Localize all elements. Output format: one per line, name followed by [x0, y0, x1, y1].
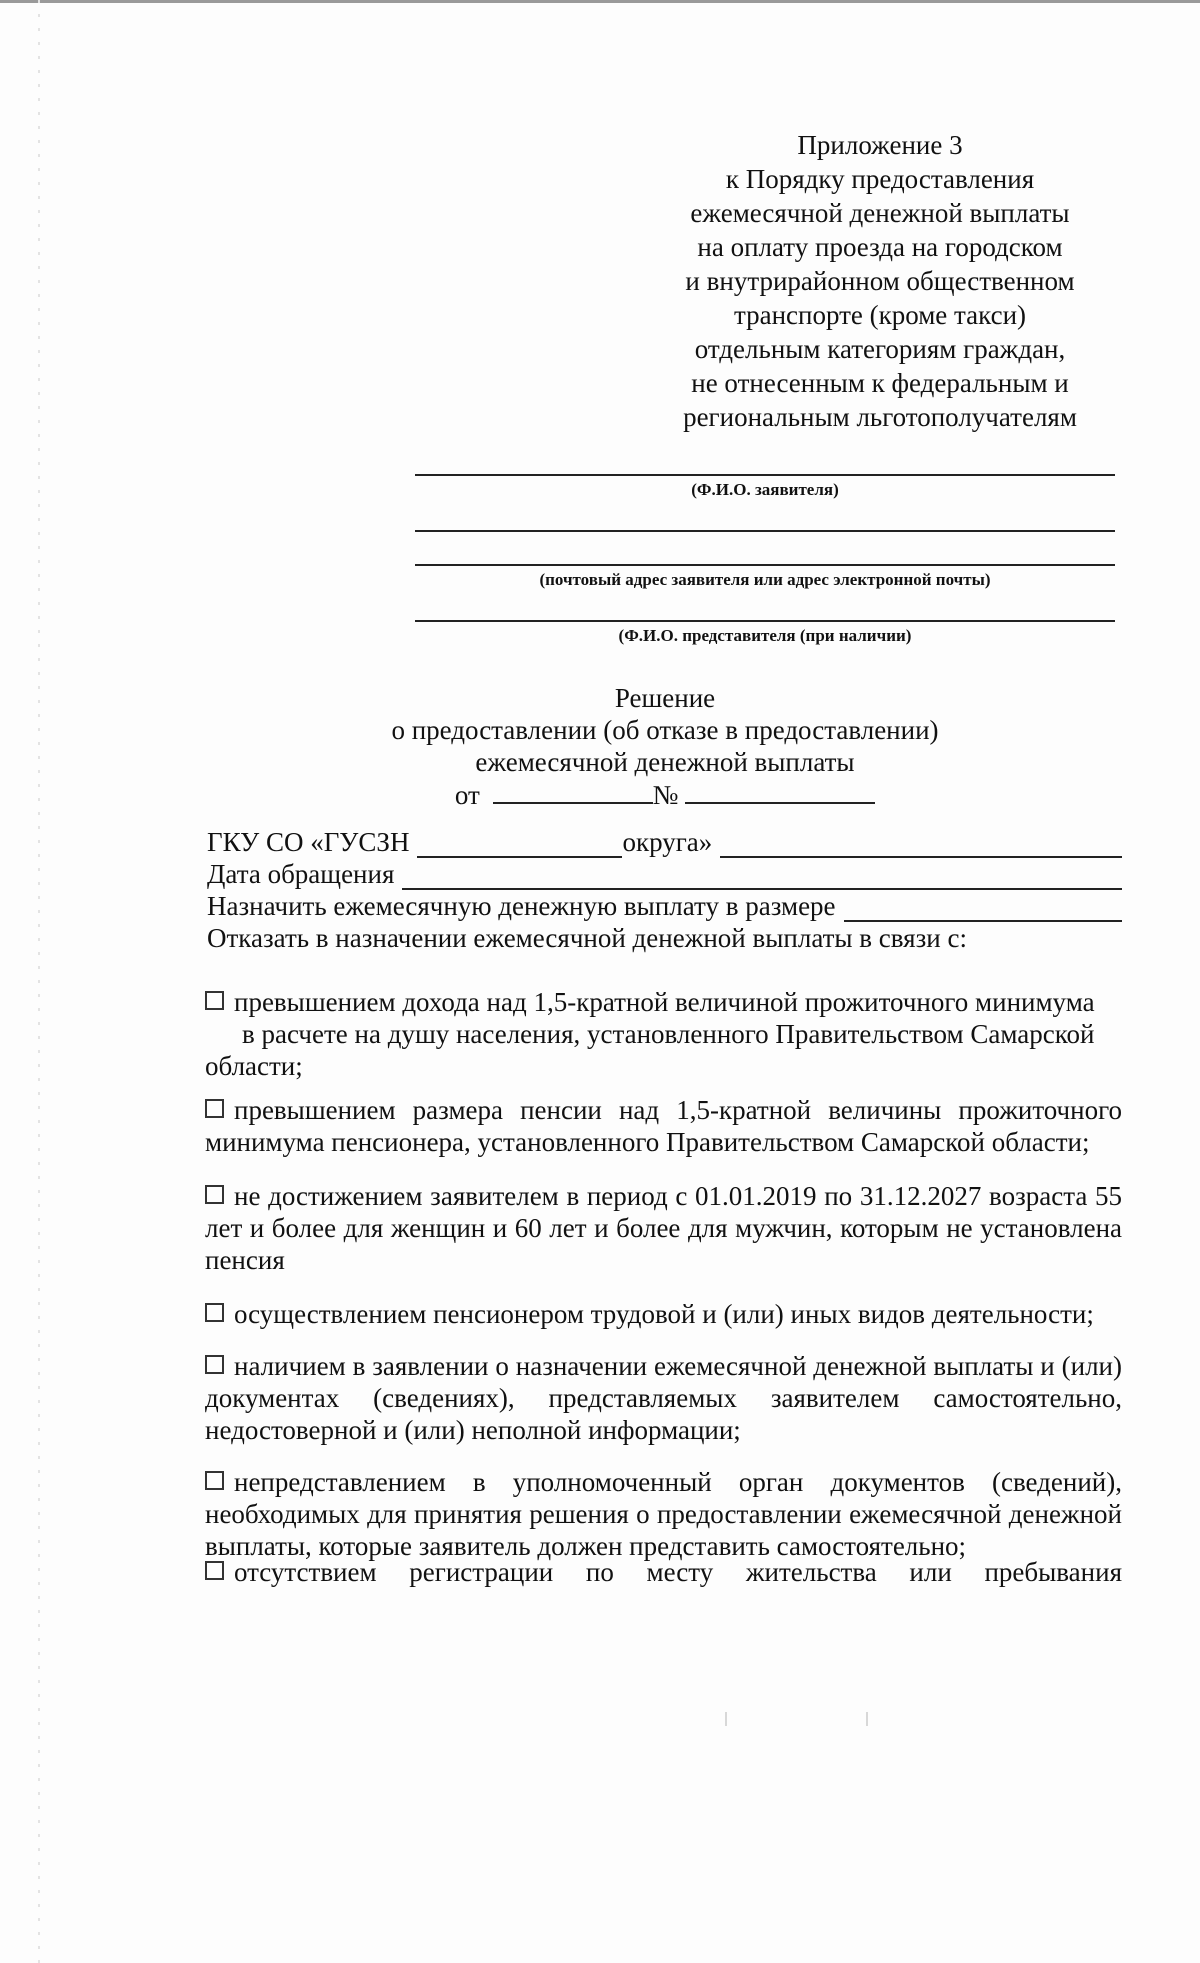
reason-checkbox[interactable]: [205, 1303, 224, 1322]
reason-checkbox[interactable]: [205, 1355, 224, 1374]
refuse-label: Отказать в назначении ежемесячной денежной выплаты в связи с:: [207, 923, 967, 953]
org-prefix: ГКУ СО «ГУСЗН: [207, 827, 410, 857]
reason-item: [205, 1556, 1122, 1588]
applicant-name-caption: (Ф.И.О. заявителя): [691, 480, 839, 499]
reason-checkbox[interactable]: [205, 1471, 224, 1490]
reason-3-text: не достижением заявителем в период с 01.01.2019 по 31.12.2027 возраста 55 лет и более для женщин и 60 лет и более для мужчин, которым не установлена пенсия: [205, 1181, 1122, 1275]
decision-date-number-line: [270, 778, 1060, 811]
reason-item: [205, 1298, 1122, 1330]
reason-2-text: превышением размера пенсии над 1,5-кратной величины прожиточного минимума пенсионера, установленного Правительством Самарской области;: [205, 1095, 1122, 1157]
reason-checkbox[interactable]: [205, 1185, 224, 1204]
reason-checkbox[interactable]: [205, 1561, 224, 1580]
reason-checkbox[interactable]: [205, 1099, 224, 1118]
decision-from-label: от: [454, 780, 480, 810]
reason-5-text: наличием в заявлении о назначении ежемесячной денежной выплаты и (или) документах (сведениях), представляемых заявителем самостоятельно, недостоверной и (или) неполной информации;: [205, 1351, 1122, 1445]
representative-name-field: [415, 620, 1115, 646]
applicant-name-field: [415, 474, 1115, 500]
reason-7-text: отсутствием регистрации по месту жительства или пребывания: [234, 1557, 1122, 1587]
date-label: Дата обращения: [207, 859, 395, 889]
assign-amount-blank: [844, 896, 1122, 922]
applicant-name-line: [415, 474, 1115, 476]
org-suffix: округа»: [622, 827, 713, 857]
applicant-address-field: [415, 530, 1115, 590]
reason-6-text: непредставлением в уполномоченный орган документов (сведений), необходимых для принятия решения о предоставлении ежемесячной денежной выплаты, которые заявитель должен представить самостоятельно;: [205, 1467, 1122, 1561]
reason-1-line-2: в расчете на душу населения, установленного Правительством Самарской: [242, 1019, 1095, 1049]
applicant-address-line-2: [415, 564, 1115, 566]
header-line: к Порядку предоставления: [725, 164, 1035, 194]
decision-title: Решение: [614, 683, 716, 713]
date-row: [207, 858, 1122, 890]
header-line: на оплату проезда на городском: [697, 232, 1063, 262]
header-line: не отнесенным к федеральным и: [691, 368, 1069, 398]
representative-name-line: [415, 620, 1115, 622]
refuse-row: [207, 922, 1122, 954]
decision-subtitle-2: ежемесячной денежной выплаты: [475, 747, 855, 777]
reason-item: [205, 1094, 1122, 1158]
reason-4-text: осуществлением пенсионером трудовой и (или) иных видов деятельности;: [234, 1299, 1094, 1329]
representative-name-caption: (Ф.И.О. представителя (при наличии): [618, 626, 912, 645]
decision-body: [207, 826, 1122, 954]
header-line: региональным льготополучателям: [683, 402, 1077, 432]
scan-artifact: [866, 1712, 868, 1726]
assign-row: [207, 890, 1122, 922]
decision-subtitle: о предоставлении (об отказе в предоставлении): [391, 715, 939, 745]
reason-item: [205, 1466, 1122, 1562]
reason-item: [205, 1350, 1122, 1446]
reason-1-line-3: области;: [205, 1051, 303, 1081]
header-line: и внутрирайонном общественном: [685, 266, 1075, 296]
org-district-blank: [417, 832, 622, 858]
scan-artifact: [725, 1712, 727, 1726]
assign-label: Назначить ежемесячную денежную выплату в размере: [207, 891, 836, 921]
org-row: [207, 826, 1122, 858]
scan-top-edge: [0, 0, 1200, 3]
date-blank: [402, 864, 1122, 890]
reason-item: [205, 1180, 1122, 1276]
appendix-title: Приложение 3: [797, 130, 963, 160]
decision-date-blank: [493, 778, 653, 804]
decision-number-blank: [685, 778, 875, 804]
reason-item: [205, 986, 1122, 1082]
appendix-header: [650, 128, 1110, 434]
decision-number-label: №: [652, 780, 679, 810]
reason-1-text-1: превышением дохода над 1,5-кратной величиной прожиточного минимума: [234, 987, 1095, 1017]
header-line: транспорте (кроме такси): [733, 300, 1027, 330]
header-line: отдельным категориям граждан,: [694, 334, 1066, 364]
decision-heading: [270, 682, 1060, 811]
scan-left-speckle: [38, 0, 40, 1963]
header-line: ежемесячной денежной выплаты: [690, 198, 1070, 228]
org-blank: [720, 832, 1122, 858]
reason-1-line-1: [205, 986, 1122, 1018]
reason-checkbox[interactable]: [205, 991, 224, 1010]
applicant-address-caption: (почтовый адрес заявителя или адрес электронной почты): [539, 570, 991, 589]
applicant-address-line-1: [415, 530, 1115, 532]
